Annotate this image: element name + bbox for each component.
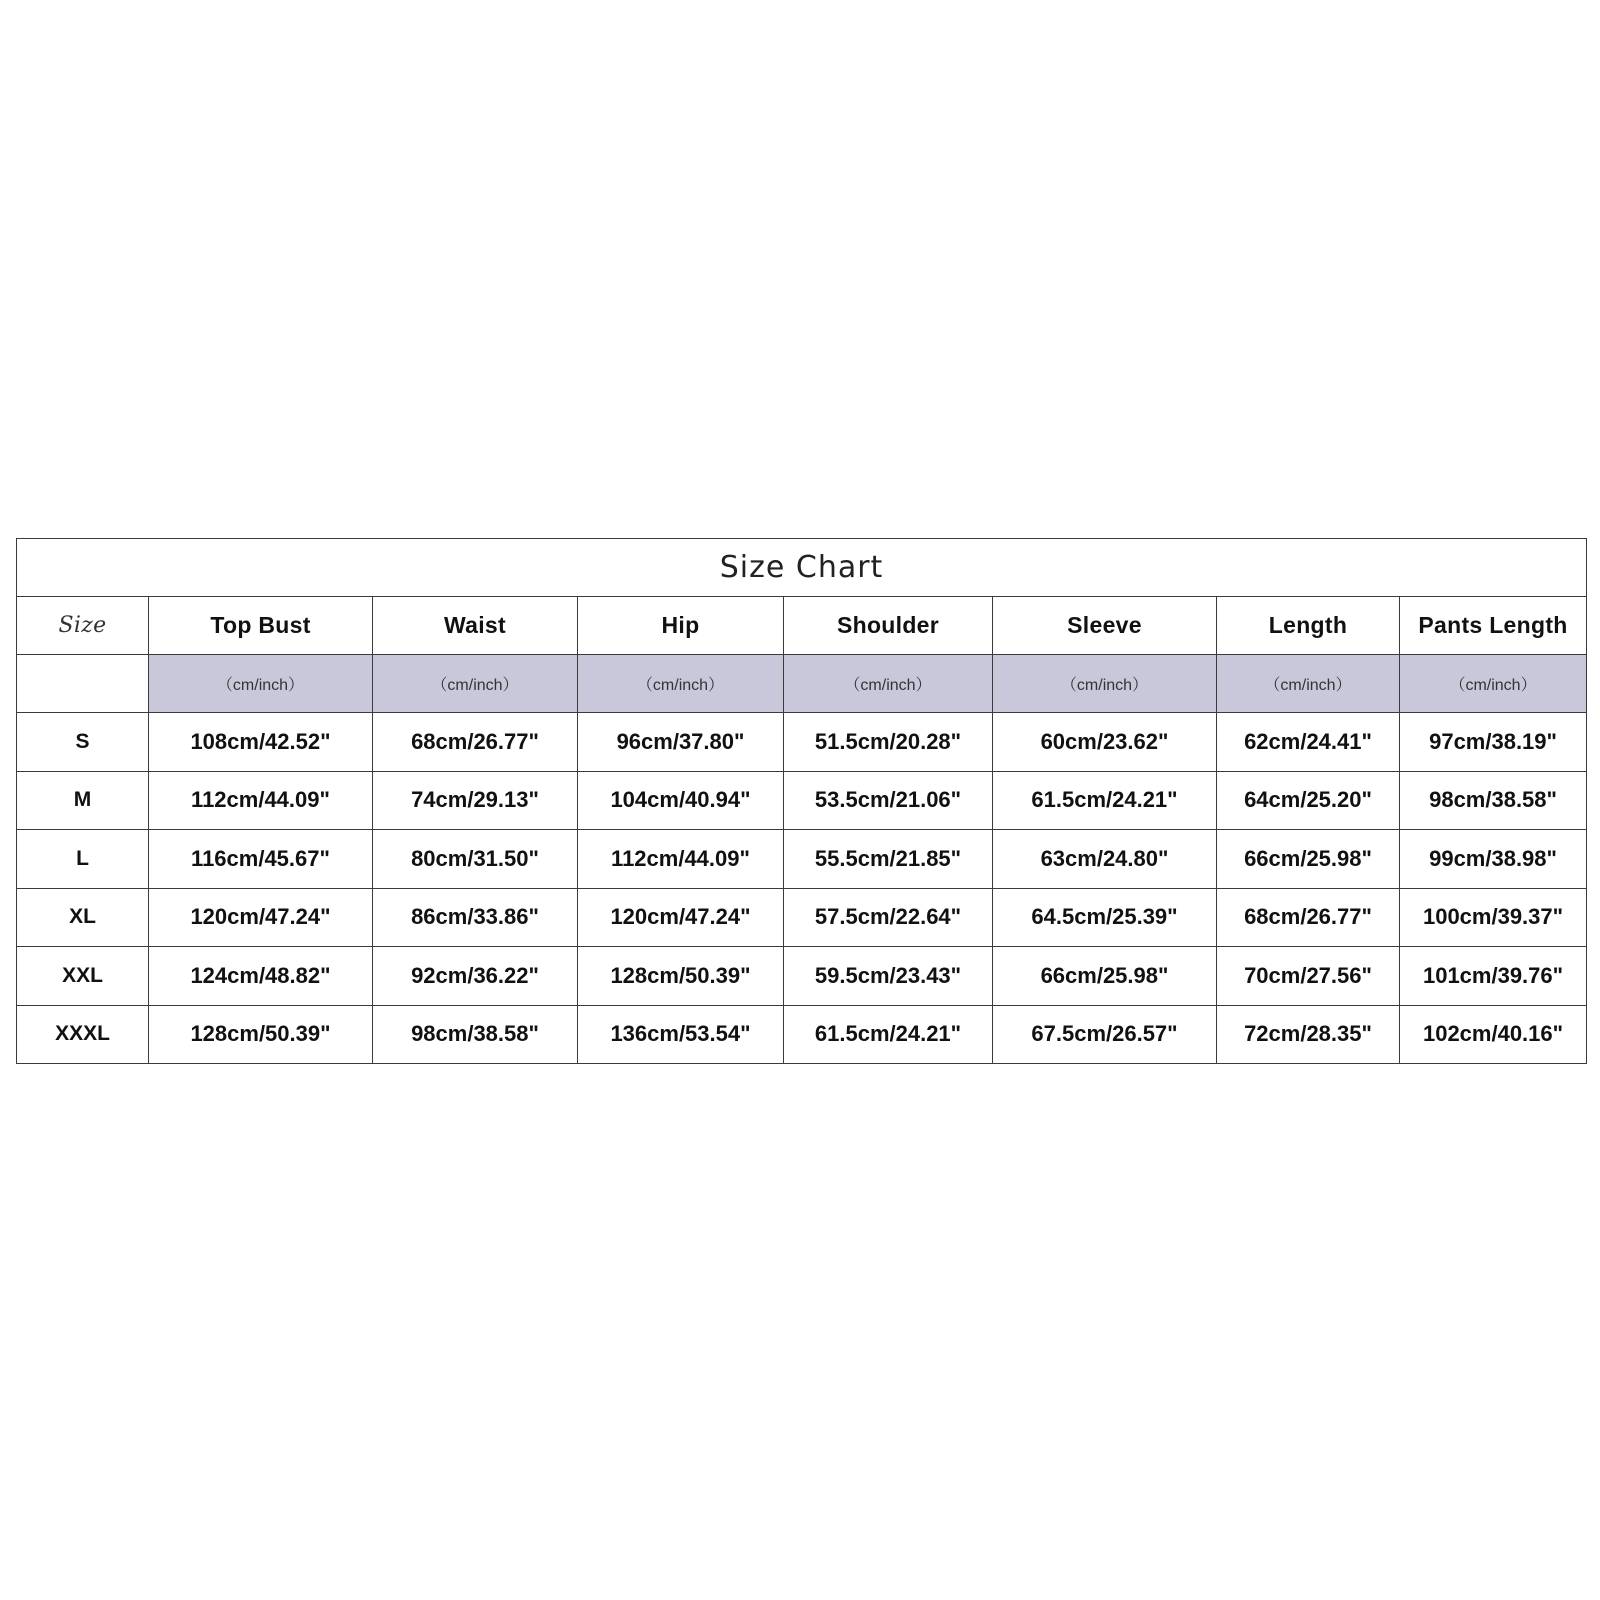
size-cell: S [17,713,149,772]
table-cell: 66cm/25.98" [1217,830,1400,889]
table-row [17,947,1587,1006]
table-cell: 97cm/38.19" [1400,713,1587,772]
header-row [17,597,1587,655]
table-cell: 96cm/37.80" [578,713,784,772]
table-cell: 63cm/24.80" [993,830,1217,889]
column-header-hip: Hip [578,597,784,655]
table-cell: 61.5cm/24.21" [993,771,1217,830]
table-cell: 64.5cm/25.39" [993,888,1217,947]
table-cell: 68cm/26.77" [373,713,578,772]
column-header-pants-length: Pants Length [1400,597,1587,655]
size-cell: L [17,830,149,889]
table-cell: 99cm/38.98" [1400,830,1587,889]
title-row [17,539,1587,597]
table-cell: 59.5cm/23.43" [784,947,993,1006]
size-cell: XXL [17,947,149,1006]
column-header-shoulder: Shoulder [784,597,993,655]
unit-label: （cm/inch） [149,655,373,713]
table-cell: 116cm/45.67" [149,830,373,889]
table-cell: 66cm/25.98" [993,947,1217,1006]
column-header-waist: Waist [373,597,578,655]
table-cell: 60cm/23.62" [993,713,1217,772]
table-cell: 128cm/50.39" [578,947,784,1006]
table-row [17,1005,1587,1064]
size-cell: XL [17,888,149,947]
table-cell: 92cm/36.22" [373,947,578,1006]
table-cell: 86cm/33.86" [373,888,578,947]
unit-row [17,655,1587,713]
table-cell: 64cm/25.20" [1217,771,1400,830]
size-cell: M [17,771,149,830]
unit-label: （cm/inch） [578,655,784,713]
column-header-length: Length [1217,597,1400,655]
size-cell: XXXL [17,1005,149,1064]
table-cell: 100cm/39.37" [1400,888,1587,947]
table-cell: 53.5cm/21.06" [784,771,993,830]
chart-title: Size Chart [17,539,1587,597]
table-cell: 104cm/40.94" [578,771,784,830]
unit-label: （cm/inch） [784,655,993,713]
unit-label: （cm/inch） [1217,655,1400,713]
table-cell: 98cm/38.58" [373,1005,578,1064]
table-cell: 120cm/47.24" [149,888,373,947]
size-chart-table [16,538,1587,1064]
table-cell: 68cm/26.77" [1217,888,1400,947]
table-cell: 51.5cm/20.28" [784,713,993,772]
unit-row-empty-cell [17,655,149,713]
column-header-top-bust: Top Bust [149,597,373,655]
table-row [17,713,1587,772]
table-cell: 136cm/53.54" [578,1005,784,1064]
unit-label: （cm/inch） [993,655,1217,713]
table-cell: 124cm/48.82" [149,947,373,1006]
unit-label: （cm/inch） [1400,655,1587,713]
table-cell: 67.5cm/26.57" [993,1005,1217,1064]
unit-label: （cm/inch） [373,655,578,713]
table-cell: 120cm/47.24" [578,888,784,947]
table-cell: 55.5cm/21.85" [784,830,993,889]
table-cell: 112cm/44.09" [578,830,784,889]
table-cell: 108cm/42.52" [149,713,373,772]
table-row [17,830,1587,889]
size-column-header: Size [17,597,149,655]
table-row [17,771,1587,830]
table-cell: 128cm/50.39" [149,1005,373,1064]
table-cell: 62cm/24.41" [1217,713,1400,772]
table-cell: 112cm/44.09" [149,771,373,830]
table-cell: 98cm/38.58" [1400,771,1587,830]
table-cell: 70cm/27.56" [1217,947,1400,1006]
table-row [17,888,1587,947]
table-cell: 57.5cm/22.64" [784,888,993,947]
table-cell: 80cm/31.50" [373,830,578,889]
table-cell: 61.5cm/24.21" [784,1005,993,1064]
table-cell: 72cm/28.35" [1217,1005,1400,1064]
table-cell: 101cm/39.76" [1400,947,1587,1006]
table-cell: 74cm/29.13" [373,771,578,830]
table-cell: 102cm/40.16" [1400,1005,1587,1064]
column-header-sleeve: Sleeve [993,597,1217,655]
